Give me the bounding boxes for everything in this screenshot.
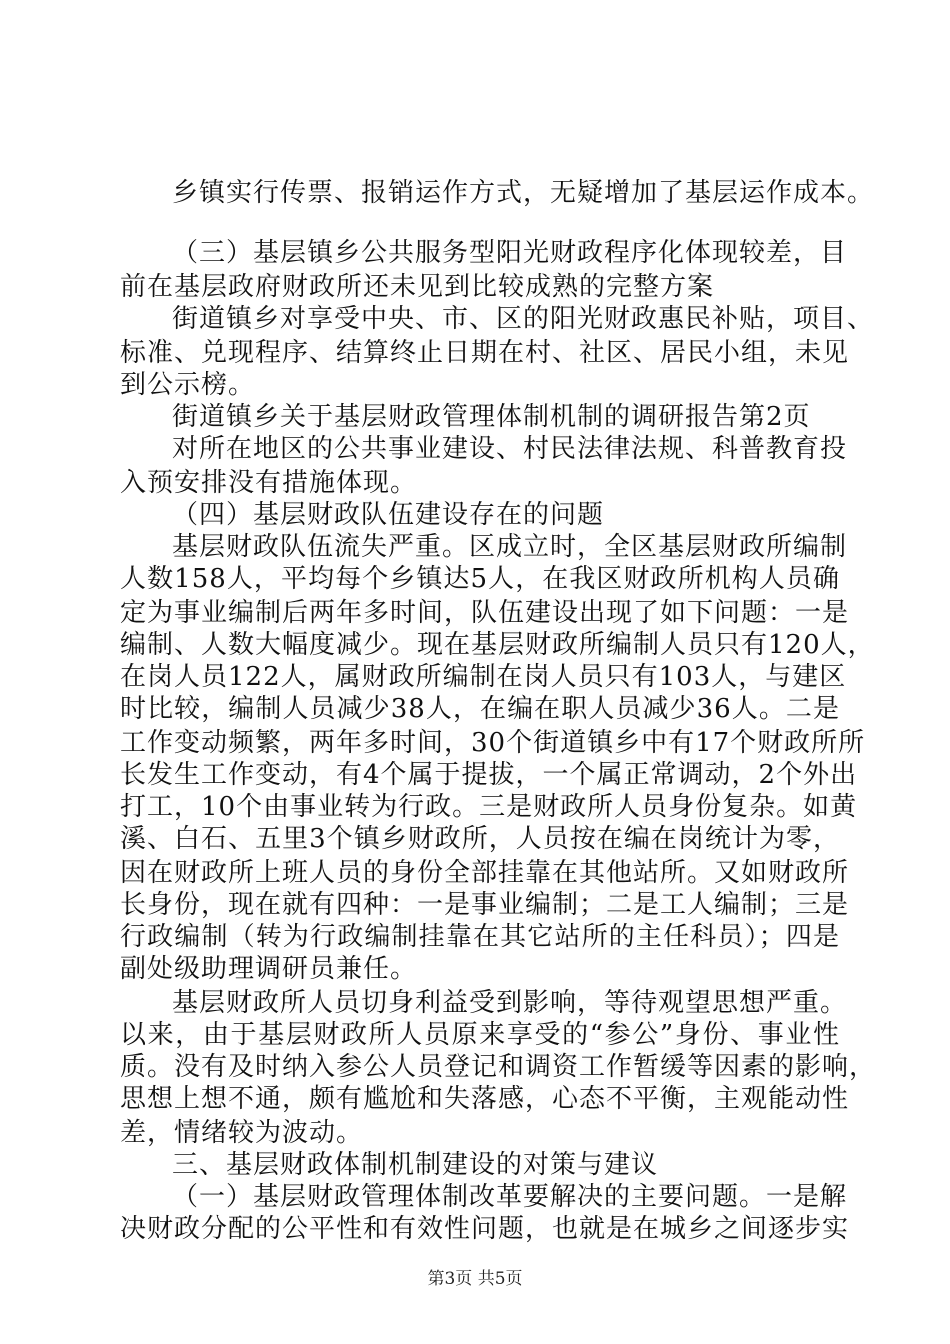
paragraph-line: 在岗人员122人，属财政所编制在岗人员只有103人，与建区	[120, 662, 847, 692]
section-heading-line: （四）基层财政队伍建设存在的问题	[172, 500, 605, 530]
paragraph-line: 以来，由于基层财政所人员原来享受的“参公”身份、事业性	[120, 1020, 840, 1050]
page-footer: 第3页 共5页	[427, 1269, 523, 1289]
paragraph-line: 差，情绪较为波动。	[120, 1118, 364, 1148]
paragraph-line: 标准、兑现程序、结算终止日期在村、社区、居民小组，未见	[120, 338, 850, 368]
section-heading-line: （三）基层镇乡公共服务型阳光财政程序化体现较差，目	[172, 238, 848, 268]
paragraph-line: 对所在地区的公共事业建设、村民法律法规、科普教育投	[172, 434, 848, 464]
paragraph-line: 定为事业编制后两年多时间，队伍建设出现了如下问题：一是	[120, 598, 850, 628]
paragraph-line: 因在财政所上班人员的身份全部挂靠在其他站所。又如财政所	[120, 858, 850, 888]
paragraph-line: 溪、白石、五里3个镇乡财政所，人员按在编在岗统计为零，	[120, 824, 840, 854]
paragraph-line: 副处级助理调研员兼任。	[120, 954, 418, 984]
paragraph-line: 打工，10个由事业转为行政。三是财政所人员身份复杂。如黄	[120, 792, 858, 822]
section-heading-line: 前在基层政府财政所还未见到比较成熟的完整方案	[120, 272, 715, 302]
section-heading-line: 三、基层财政体制机制建设的对策与建议	[172, 1150, 659, 1180]
paragraph-line: 行政编制（转为行政编制挂靠在其它站所的主任科员）；四是	[120, 922, 840, 952]
paragraph-line: 编制、人数大幅度减少。现在基层财政所编制人员只有120人，	[120, 630, 875, 660]
paragraph-line: 思想上想不通，颇有尴尬和失落感，心态不平衡，主观能动性	[120, 1084, 850, 1114]
paragraph-line: 决财政分配的公平性和有效性问题，也就是在城乡之间逐步实	[120, 1214, 850, 1244]
paragraph-line: 入预安排没有措施体现。	[120, 468, 418, 498]
page-title-line: 街道镇乡关于基层财政管理体制机制的调研报告第2页	[172, 402, 811, 432]
paragraph-line: 乡镇实行传票、报销运作方式，无疑增加了基层运作成本。	[172, 178, 875, 208]
paragraph-line: 到公示榜。	[120, 370, 256, 400]
paragraph-line: 长发生工作变动，有4个属于提拔，一个属正常调动，2个外出	[120, 760, 858, 790]
paragraph-line: 人数158人，平均每个乡镇达5人，在我区财政所机构人员确	[120, 564, 840, 594]
paragraph-line: 基层财政所人员切身利益受到影响，等待观望思想严重。	[172, 988, 848, 1018]
paragraph-line: 街道镇乡对享受中央、市、区的阳光财政惠民补贴，项目、	[172, 304, 875, 334]
paragraph-line: 时比较，编制人员减少38人，在编在职人员减少36人。二是	[120, 694, 840, 724]
paragraph-line: 工作变动频繁，两年多时间，30个街道镇乡中有17个财政所所	[120, 728, 866, 758]
paragraph-line: （一）基层财政管理体制改革要解决的主要问题。一是解	[172, 1182, 848, 1212]
paragraph-line: 质。没有及时纳入参公人员登记和调资工作暂缓等因素的影响，	[120, 1052, 877, 1082]
paragraph-line: 基层财政队伍流失严重。区成立时，全区基层财政所编制	[172, 532, 848, 562]
paragraph-line: 长身份，现在就有四种：一是事业编制；二是工人编制；三是	[120, 890, 850, 920]
